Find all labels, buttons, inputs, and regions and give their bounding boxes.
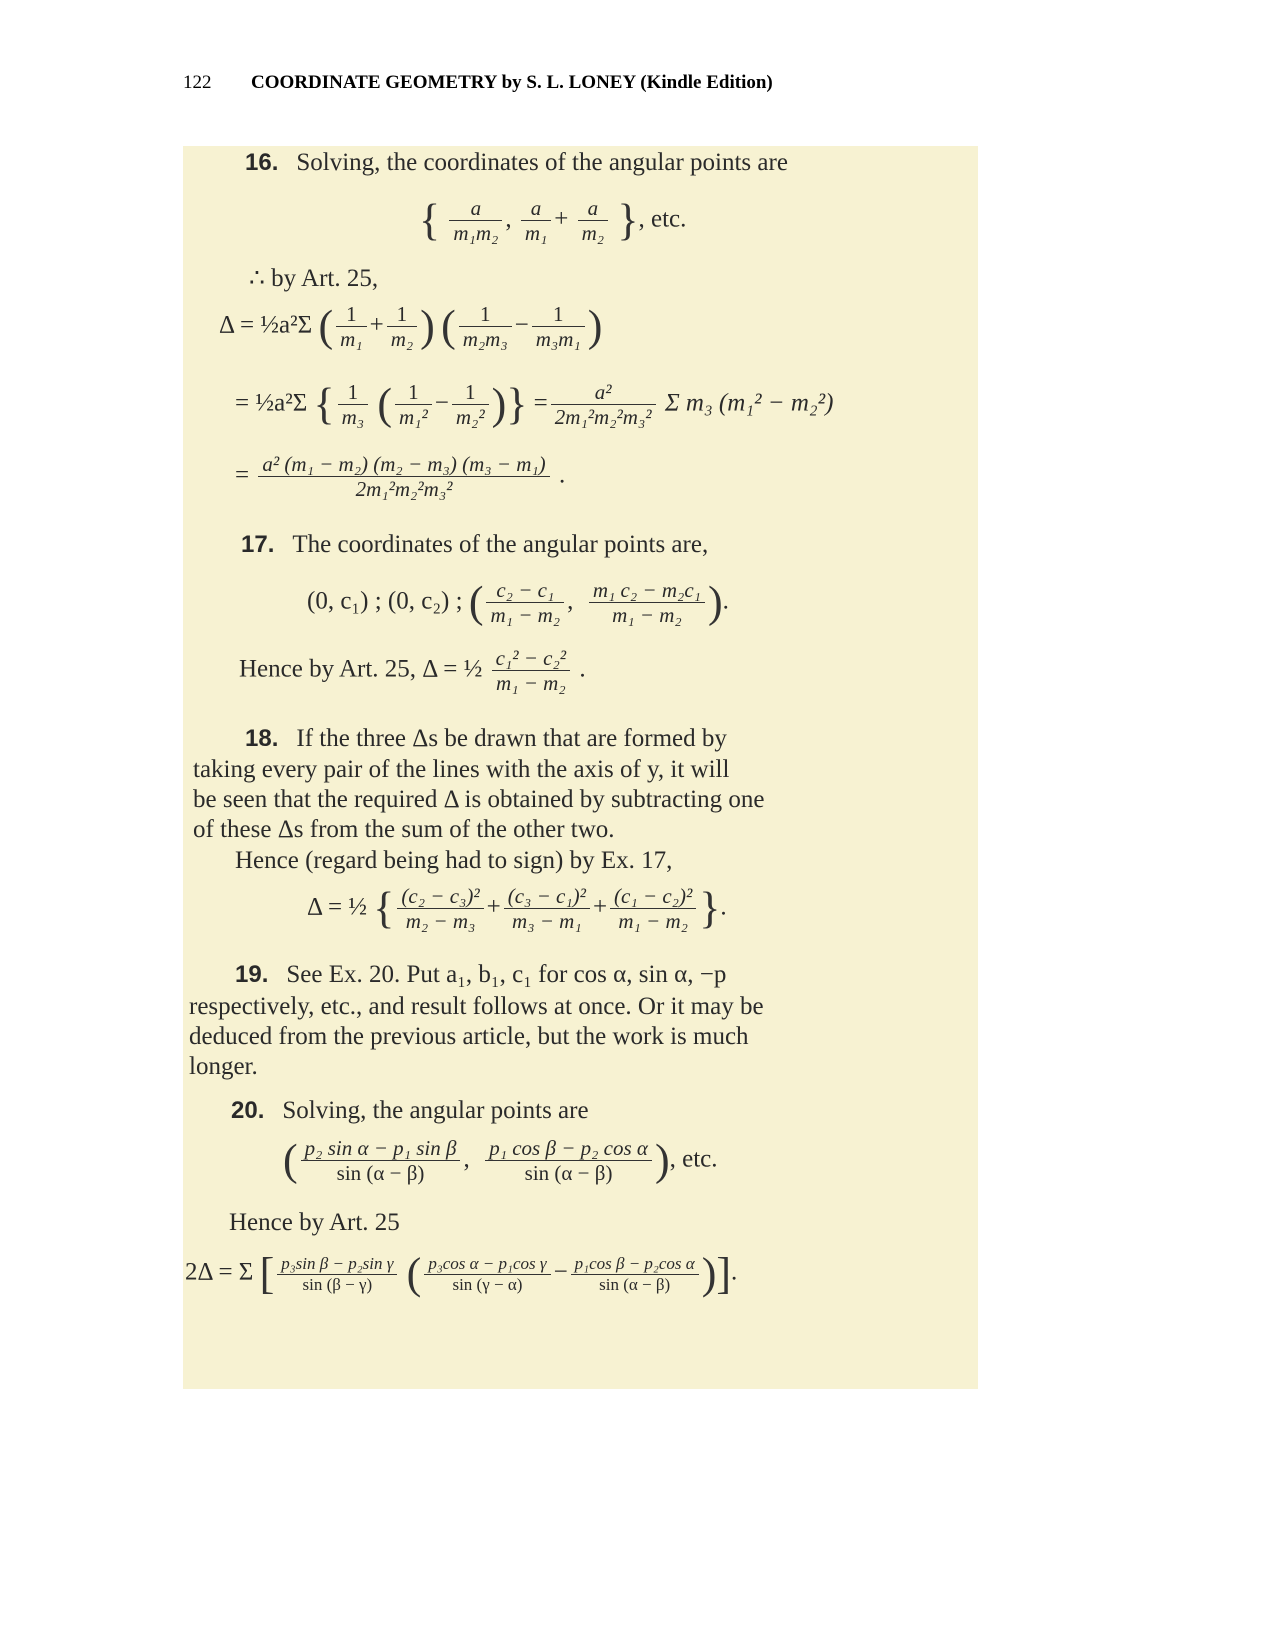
fraction: $\frac{\text{(c₃ − c₁)²}}{\text{m₃ − m₁}}$: [504, 884, 590, 933]
ex19-number: 19.: [235, 961, 269, 988]
points-prefix: (0, c₁) ; (0, c₂) ;: [307, 587, 463, 615]
fraction: $\frac{a}{\text{m₂}}$: [578, 196, 608, 245]
ex20-points: ( $\frac{\text{p₂ sin α − p₁ sin β}}{\sin (\alpha - \beta)}$ , $\frac{\text{p₁ cos β − p₂ cos α}}{\sin (\alpha - \beta)}$ ), etc.: [283, 1135, 718, 1186]
ex20-intro-line: [231, 1098, 589, 1123]
etc-text: , etc.: [638, 205, 687, 233]
fraction: $\frac{\text{c₁² − c₂²}}{\text{m₁ − m₂}}$: [492, 646, 571, 695]
ex20-final-formula: 2Δ = Σ [ $\frac{\text{p₃sin β − p₂sin γ}}{\sin (\beta - \gamma)}$ ( $\frac{\text{p₃cos α − p₁cos γ}}{\sin (\gamma - \alpha)}$ − $\frac{\text{p₁cos β − p₂cos α}}{\sin (\alpha - \beta)}$ )].: [185, 1249, 738, 1298]
fraction: $\frac{1}{\text{m₁²}}$: [395, 380, 432, 429]
ex16-formula-line-1: Δ = ½a²Σ ( $\frac{1}{\text{m₁}}$ + $\frac{1}{\text{m₂}}$ ) ( $\frac{1}{\text{m₂m₃}}$ − $\frac{1}{\text{m₃m₁}}$ ): [219, 301, 603, 352]
fraction: $\frac{1}{\text{m₃}}$: [338, 380, 368, 429]
fraction: $\frac{1}{\text{m₂}}$: [387, 302, 417, 351]
formula-prefix: = ½a²Σ: [235, 389, 308, 417]
ex16-formula-line-2: = ½a²Σ { $\frac{1}{\text{m₃}}$ ( $\frac{1}{\text{m₁²}}$ − $\frac{1}{\text{m₂²}}$ )} = $\frac{\text{a²}}{\text{2m₁²m₂²m₃²}}$ Σ m₃ (m₁² − m₂²): [235, 379, 834, 430]
ex17-hence-line: Hence by Art. 25, Δ = ½ $\frac{\text{c₁² − c₂²}}{\text{m₁ − m₂}}$ .: [239, 646, 586, 696]
text-line: If the three Δs be drawn that are formed by: [296, 725, 727, 752]
fraction: $\frac{\text{p₃cos α − p₁cos γ}}{\sin (\gamma - \alpha)}$: [424, 1254, 550, 1294]
ex18-formula: Δ = ½ { $\frac{\text{(c₂ − c₃)²}}{\text{m₂ − m₃}}$ + $\frac{\text{(c₃ − c₁)²}}{\text{m₃ − m₁}}$ + $\frac{\text{(c₁ − c₂)²}}{\text{m₁ − m₂}}$ }.: [307, 883, 727, 934]
fraction: $\frac{1}{\text{m₂m₃}}$: [459, 302, 512, 351]
fraction: $\frac{\text{p₃sin β − p₂sin γ}}{\sin (\beta - \gamma)}$: [277, 1254, 397, 1294]
fraction: $\frac{\text{p₁ cos β − p₂ cos α}}{\sin (\alpha - \beta)}$: [485, 1136, 652, 1185]
formula-prefix: Δ = ½: [307, 893, 368, 921]
fraction: $\frac{1}{\text{m₁}}$: [336, 302, 366, 351]
ex17-intro: The coordinates of the angular points are,: [292, 531, 709, 558]
ex16-number: 16.: [245, 149, 279, 176]
ex17-number: 17.: [241, 531, 275, 558]
ex16-points: { $\frac{a}{\text{m₁m₂}}$ , $\frac{a}{\text{m₁}}$ + $\frac{a}{\text{m₂}}$ }, etc.: [419, 195, 687, 246]
ex16-intro: Solving, the coordinates of the angular points are: [296, 149, 788, 176]
ex18-line-2: taking every pair of the lines with the axis of y, it will: [193, 756, 730, 783]
fraction: $\frac{\text{m₁ c₂ − m₂c₁}}{\text{m₁ − m₂}}$: [589, 578, 705, 627]
ex19-line-1: [235, 962, 726, 987]
ex18-line-4: of these Δs from the sum of the other two.: [193, 816, 615, 843]
fraction: $\frac{\text{a² (m₁ − m₂) (m₂ − m₃) (m₃ − m₁)}}{\text{2m₁²m₂²m₃²}}$: [258, 452, 549, 501]
fraction: $\frac{\text{c₂ − c₁}}{\text{m₁ − m₂}}$: [486, 578, 564, 627]
ex16-art-line: ∴ by Art. 25,: [249, 265, 379, 292]
text-line: See Ex. 20. Put a₁, b₁, c₁ for cos α, sin α, −p: [286, 961, 727, 988]
hence-prefix: Hence by Art. 25, Δ = ½: [239, 655, 483, 683]
ex16-intro-line: [245, 150, 788, 175]
ex20-intro: Solving, the angular points are: [282, 1097, 589, 1124]
etc-text: , etc.: [669, 1145, 718, 1173]
fraction: $\frac{\text{p₁cos β − p₂cos α}}{\sin (\alpha - \beta)}$: [571, 1254, 699, 1294]
ex20-hence: Hence by Art. 25: [229, 1209, 400, 1236]
fraction: $\frac{\text{(c₁ − c₂)²}}{\text{m₁ − m₂}}$: [610, 884, 696, 933]
formula-prefix: Δ = ½a²Σ: [219, 311, 313, 339]
ex20-number: 20.: [231, 1097, 265, 1124]
fraction: $\frac{1}{\text{m₃m₁}}$: [532, 302, 585, 351]
fraction: $\frac{a}{\text{m₁m₂}}$: [449, 196, 502, 245]
ex19-line-4: longer.: [189, 1053, 258, 1080]
ex19-line-2: respectively, etc., and result follows at once. Or it may be: [189, 993, 764, 1020]
ex18-line-5: Hence (regard being had to sign) by Ex. 17,: [235, 847, 673, 874]
fraction: $\frac{\text{a²}}{\text{2m₁²m₂²m₃²}}$: [551, 380, 656, 429]
fraction: $\frac{1}{\text{m₂²}}$: [452, 380, 489, 429]
book-title: COORDINATE GEOMETRY by S. L. LONEY (Kindle Edition): [251, 72, 773, 93]
ex18-line-1: [245, 726, 727, 751]
fraction: $\frac{a}{\text{m₁}}$: [521, 196, 551, 245]
ex17-points: (0, c₁) ; (0, c₂) ; ( $\frac{\text{c₂ − c₁}}{\text{m₁ − m₂}}$ , $\frac{\text{m₁ c₂ − m₂c₁}}{\text{m₁ − m₂}}$ ).: [307, 577, 729, 628]
ex16-formula-line-3: = $\frac{\text{a² (m₁ − m₂) (m₂ − m₃) (m₃ − m₁)}}{\text{2m₁²m₂²m₃²}}$ .: [235, 452, 566, 502]
page-number: 122: [183, 72, 212, 93]
scanned-page: [183, 146, 978, 1389]
ex18-number: 18.: [245, 725, 279, 752]
ex19-line-3: deduced from the previous article, but the work is much: [189, 1023, 749, 1050]
formula-suffix: Σ m₃ (m₁² − m₂²): [664, 389, 834, 417]
ex17-intro-line: [241, 532, 708, 557]
page-header: [183, 72, 773, 94]
fraction: $\frac{\text{(c₂ − c₃)²}}{\text{m₂ − m₃}}$: [397, 884, 483, 933]
ex18-line-3: be seen that the required Δ is obtained by subtracting one: [193, 786, 765, 813]
formula-prefix: 2Δ = Σ: [185, 1258, 254, 1286]
fraction: $\frac{\text{p₂ sin α − p₁ sin β}}{\sin (\alpha - \beta)}$: [301, 1136, 461, 1185]
